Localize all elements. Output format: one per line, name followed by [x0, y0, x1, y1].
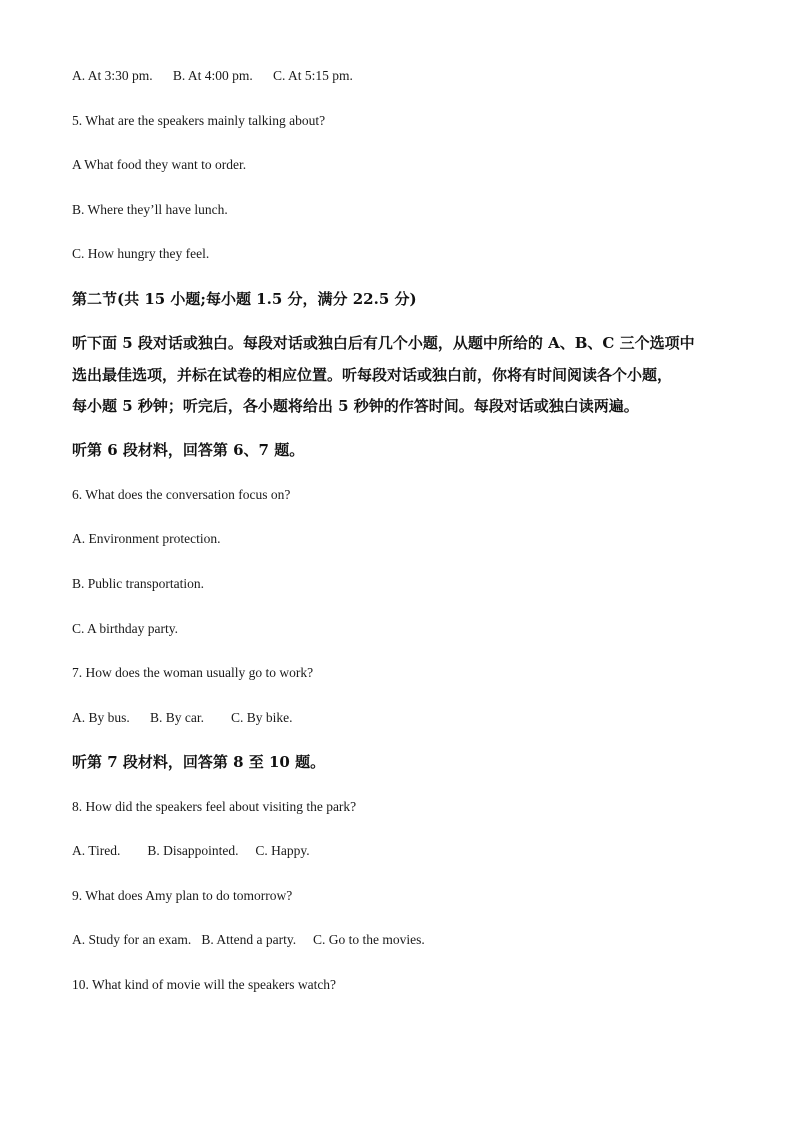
question-9: 9. What does Amy plan to do tomorrow? [72, 888, 293, 903]
question-6-option-c: C. A birthday party. [72, 621, 178, 636]
question-5: 5. What are the speakers mainly talking about? [72, 113, 326, 128]
question-9-options: A. Study for an exam. B. Attend a party. C. Go to the movies. [72, 932, 425, 947]
instructions-line-1: 听下面 5 段对话或独白。每段对话或独白后有几个小题，从题中所给的 A、B、C 三个选项中 [72, 334, 695, 352]
question-8-options: A. Tired. B. Disappointed. C. Happy. [72, 843, 310, 858]
question-10: 10. What kind of movie will the speakers watch? [72, 977, 337, 992]
instructions-line-3: 每小题 5 秒钟；听完后，各小题将给出 5 秒钟的作答时间。每段对话或独白读两遍。 [72, 397, 639, 415]
question-4-options: A. At 3:30 pm. B. At 4:00 pm. C. At 5:15 pm. [72, 68, 353, 83]
question-6-option-a: A. Environment protection. [72, 531, 221, 546]
instructions-line-2: 选出最佳选项，并标在试卷的相应位置。听每段对话或独白前，你将有时间阅读各个小题， [72, 366, 673, 384]
part-6-title: 听第 6 段材料，回答第 6、7 题。 [72, 441, 305, 459]
question-5-option-b: B. Where they’ll have lunch. [72, 202, 228, 217]
question-6-option-b: B. Public transportation. [72, 576, 204, 591]
question-7: 7. How does the woman usually go to work? [72, 665, 314, 680]
question-5-option-a: A What food they want to order. [72, 157, 247, 172]
question-5-option-c: C. How hungry they feel. [72, 246, 210, 261]
question-8: 8. How did the speakers feel about visiting the park? [72, 799, 357, 814]
question-6: 6. What does the conversation focus on? [72, 487, 291, 502]
section-2-title: 第二节(共 15 小题;每小题 1.5 分，满分 22.5 分) [72, 290, 417, 308]
question-7-options: A. By bus. B. By car. C. By bike. [72, 710, 293, 725]
part-7-title: 听第 7 段材料，回答第 8 至 10 题。 [72, 753, 326, 771]
